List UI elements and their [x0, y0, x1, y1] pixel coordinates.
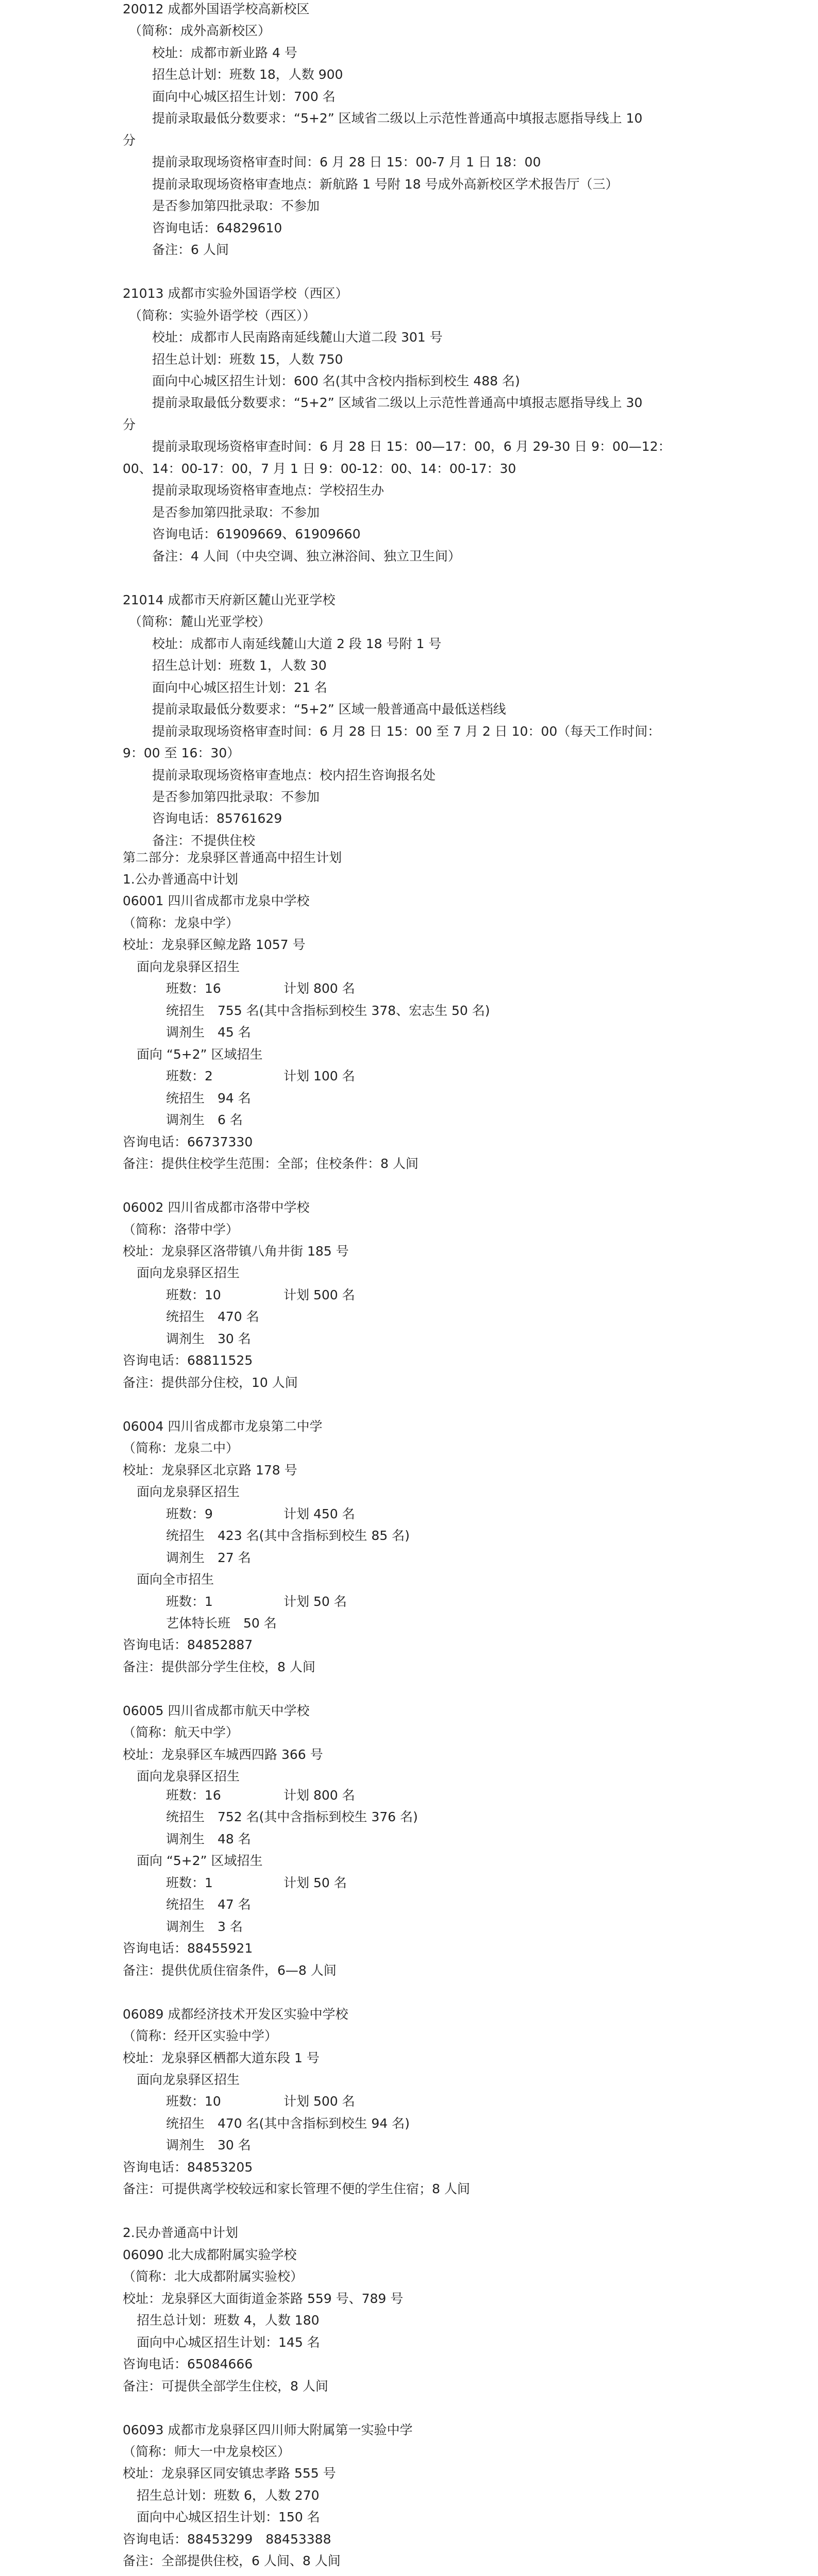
doc-line: 咨询电话：88455921: [123, 1941, 253, 1956]
doc-line: 班数：2: [166, 1069, 213, 1083]
doc-line: （简称：龙泉中学）: [123, 916, 239, 930]
doc-line: 计划 500 名: [283, 1287, 355, 1302]
doc-line: 06004 四川省成都市龙泉第二中学: [123, 1419, 323, 1434]
doc-line: 提前录取现场资格审查时间：6 月 28 日 15：00 至 7 月 2 日 10：00（每天工作时间：: [152, 724, 661, 739]
doc-line: 招生总计划：班数 6，人数 270: [137, 2488, 320, 2503]
doc-line: 班数：10: [166, 2094, 221, 2109]
doc-line: 面向中心城区招生计划：21 名: [152, 680, 327, 695]
doc-line: 招生总计划：班数 1，人数 30: [152, 658, 327, 673]
doc-line: 提前录取现场资格审查地点：校内招生咨询报名处: [152, 768, 436, 783]
doc-line: 面向龙泉驿区招生: [137, 1769, 240, 1784]
doc-line: 提前录取现场资格审查地点：新航路 1 号附 18 号成外高新校区学术报告厅（三）: [152, 177, 619, 192]
doc-line: （简称：实验外语学校（西区））: [129, 308, 316, 323]
doc-line: 面向龙泉驿区招生: [137, 1484, 240, 1499]
doc-line: 咨询电话：85761629: [152, 811, 282, 826]
doc-line: 备注：提供住校学生范围：全部；住校条件：8 人间: [123, 1156, 419, 1171]
doc-line: 校址：成都市人民南路南延线麓山大道二段 301 号: [152, 330, 443, 345]
doc-line: 分: [123, 133, 136, 148]
doc-line: 面向中心城区招生计划：150 名: [137, 2510, 320, 2524]
doc-line: 是否参加第四批录取：不参加: [152, 789, 320, 804]
doc-line: 备注：提供优质住宿条件，6—8 人间: [123, 1963, 337, 1978]
doc-line: 计划 100 名: [283, 1069, 355, 1083]
doc-line: 校址：成都市新业路 4 号: [152, 45, 297, 60]
doc-line: 面向龙泉驿区招生: [137, 2072, 240, 2087]
doc-line: 21013 成都市实验外国语学校（西区）: [123, 286, 348, 301]
doc-line: 计划 500 名: [283, 2094, 355, 2109]
doc-line: 2.民办普通高中计划: [123, 2225, 238, 2240]
doc-line: （简称：洛带中学）: [123, 1222, 239, 1237]
doc-line: （简称：麓山光亚学校）: [129, 614, 271, 629]
doc-line: 备注：全部提供住校，6 人间、8 人间: [123, 2553, 341, 2568]
doc-line: （简称：成外高新校区）: [129, 23, 271, 38]
doc-line: 调剂生 45 名: [166, 1025, 251, 1040]
doc-line: 计划 800 名: [283, 981, 355, 996]
doc-line: 调剂生 3 名: [166, 1919, 243, 1934]
doc-line: 面向中心城区招生计划：600 名(其中含校内指标到校生 488 名): [152, 374, 520, 388]
doc-line: 是否参加第四批录取：不参加: [152, 198, 320, 213]
doc-line: 面向 “5+2” 区域招生: [137, 1047, 263, 1062]
doc-line: 招生总计划：班数 4，人数 180: [137, 2313, 320, 2328]
doc-line: 面向全市招生: [137, 1572, 214, 1587]
doc-line: 面向龙泉驿区招生: [137, 1265, 240, 1280]
doc-line: 统招生 423 名(其中含指标到校生 85 名): [166, 1528, 410, 1543]
doc-line: 面向 “5+2” 区域招生: [137, 1853, 263, 1868]
doc-line: 调剂生 27 名: [166, 1550, 251, 1565]
doc-line: 20012 成都外国语学校高新校区: [123, 2, 310, 16]
doc-line: 06090 北大成都附属实验学校: [123, 2247, 297, 2262]
doc-line: 06001 四川省成都市龙泉中学校: [123, 893, 310, 908]
doc-line: 面向龙泉驿区招生: [137, 959, 240, 974]
doc-line: 面向中心城区招生计划：700 名: [152, 89, 336, 104]
doc-line: 计划 50 名: [283, 1594, 347, 1609]
doc-line: 1.公办普通高中计划: [123, 872, 238, 887]
doc-line: 班数：16: [166, 981, 221, 996]
doc-line: 招生总计划：班数 18，人数 900: [152, 67, 343, 82]
doc-line: （简称：经开区实验中学）: [123, 2028, 278, 2043]
doc-line: 备注：可提供全部学生住校，8 人间: [123, 2379, 328, 2394]
doc-line: 校址：成都市人南延线麓山大道 2 段 18 号附 1 号: [152, 636, 442, 651]
doc-line: 统招生 94 名: [166, 1091, 251, 1106]
doc-line: 备注：6 人间: [152, 242, 229, 257]
doc-line: （简称：北大成都附属实验校）: [123, 2269, 304, 2284]
doc-line: 咨询电话：65084666: [123, 2357, 253, 2371]
doc-line: 统招生 755 名(其中含指标到校生 378、宏志生 50 名): [166, 1003, 490, 1018]
doc-line: 提前录取现场资格审查时间：6 月 28 日 15：00-7 月 1 日 18：00: [152, 155, 541, 170]
doc-line: 班数：1: [166, 1875, 213, 1890]
doc-line: 提前录取现场资格审查地点：学校招生办: [152, 483, 385, 498]
doc-line: 备注：不提供住校: [152, 833, 256, 848]
doc-line: 计划 800 名: [283, 1788, 355, 1803]
doc-line: 校址：龙泉驿区大面街道金茶路 559 号、789 号: [123, 2291, 404, 2306]
doc-line: 00、14：00-17：00，7 月 1 日 9：00-12：00、14：00-17：30: [123, 461, 516, 476]
doc-line: 班数：9: [166, 1506, 213, 1521]
doc-line: 提前录取最低分数要求：“5+2” 区域省二级以上示范性普通高中填报志愿指导线上 30: [152, 395, 643, 410]
doc-line: 统招生 470 名: [166, 1309, 259, 1324]
doc-line: 06093 成都市龙泉驿区四川师大附属第一实验中学: [123, 2422, 413, 2437]
doc-line: 06089 成都经济技术开发区实验中学校: [123, 2007, 348, 2022]
doc-line: 提前录取最低分数要求：“5+2” 区域一般普通高中最低送档线: [152, 702, 506, 717]
doc-line: 校址：龙泉驿区栖都大道东段 1 号: [123, 2050, 320, 2065]
doc-line: 计划 50 名: [283, 1875, 347, 1890]
doc-line: 调剂生 48 名: [166, 1832, 251, 1846]
doc-line: 06005 四川省成都市航天中学校: [123, 1703, 310, 1718]
doc-line: 面向中心城区招生计划：145 名: [137, 2335, 320, 2350]
doc-line: 备注：提供部分住校，10 人间: [123, 1375, 298, 1390]
doc-line: （简称：龙泉二中）: [123, 1440, 239, 1455]
doc-line: 校址：龙泉驿区同安镇忠孝路 555 号: [123, 2466, 336, 2481]
doc-line: 备注：可提供离学校较远和家长管理不便的学生住宿；8 人间: [123, 2181, 470, 2196]
doc-line: 班数：10: [166, 1287, 221, 1302]
doc-line: 咨询电话：64829610: [152, 221, 282, 235]
doc-line: 统招生 752 名(其中含指标到校生 376 名): [166, 1809, 418, 1824]
doc-line: 21014 成都市天府新区麓山光亚学校: [123, 592, 336, 607]
doc-line: 咨询电话：84853205: [123, 2160, 253, 2175]
doc-line: 统招生 47 名: [166, 1897, 251, 1912]
doc-line: 调剂生 30 名: [166, 1331, 251, 1346]
doc-line: （简称：师大一中龙泉校区）: [123, 2444, 291, 2459]
doc-line: 咨询电话：84852887: [123, 1637, 253, 1652]
doc-line: 提前录取最低分数要求：“5+2” 区域省二级以上示范性普通高中填报志愿指导线上 10: [152, 111, 643, 126]
doc-line: 第二部分：龙泉驿区普通高中招生计划: [123, 850, 342, 865]
doc-line: 分: [123, 417, 136, 432]
doc-line: 统招生 470 名(其中含指标到校生 94 名): [166, 2116, 410, 2131]
doc-line: 班数：1: [166, 1594, 213, 1609]
doc-line: 班数：16: [166, 1788, 221, 1803]
doc-line: 校址：龙泉驿区洛带镇八角井街 185 号: [123, 1244, 349, 1259]
doc-line: 06002 四川省成都市洛带中学校: [123, 1200, 310, 1215]
doc-line: 9：00 至 16：30）: [123, 745, 240, 760]
doc-line: 提前录取现场资格审查时间：6 月 28 日 15：00—17：00，6 月 29-30 日 9：00—12：: [152, 439, 671, 454]
doc-line: 校址：龙泉驿区鲸龙路 1057 号: [123, 937, 306, 952]
doc-line: （简称：航天中学）: [123, 1725, 239, 1740]
doc-line: 咨询电话：68811525: [123, 1353, 253, 1368]
doc-line: 咨询电话：88453299 88453388: [123, 2532, 331, 2547]
doc-line: 调剂生 30 名: [166, 2138, 251, 2153]
doc-line: 备注：4 人间（中央空调、独立淋浴间、独立卫生间）: [152, 549, 461, 564]
doc-line: 校址：龙泉驿区车城西四路 366 号: [123, 1747, 323, 1762]
doc-line: 咨询电话：61909669、61909660: [152, 527, 361, 541]
doc-line: 校址：龙泉驿区北京路 178 号: [123, 1463, 297, 1478]
doc-line: 咨询电话：66737330: [123, 1134, 253, 1149]
doc-line: 计划 450 名: [283, 1506, 355, 1521]
doc-line: 是否参加第四批录取：不参加: [152, 505, 320, 520]
doc-line: 备注：提供部分学生住校，8 人间: [123, 1659, 315, 1674]
doc-line: 艺体特长班 50 名: [166, 1616, 277, 1631]
doc-line: 招生总计划：班数 15，人数 750: [152, 352, 343, 367]
doc-line: 调剂生 6 名: [166, 1112, 243, 1127]
